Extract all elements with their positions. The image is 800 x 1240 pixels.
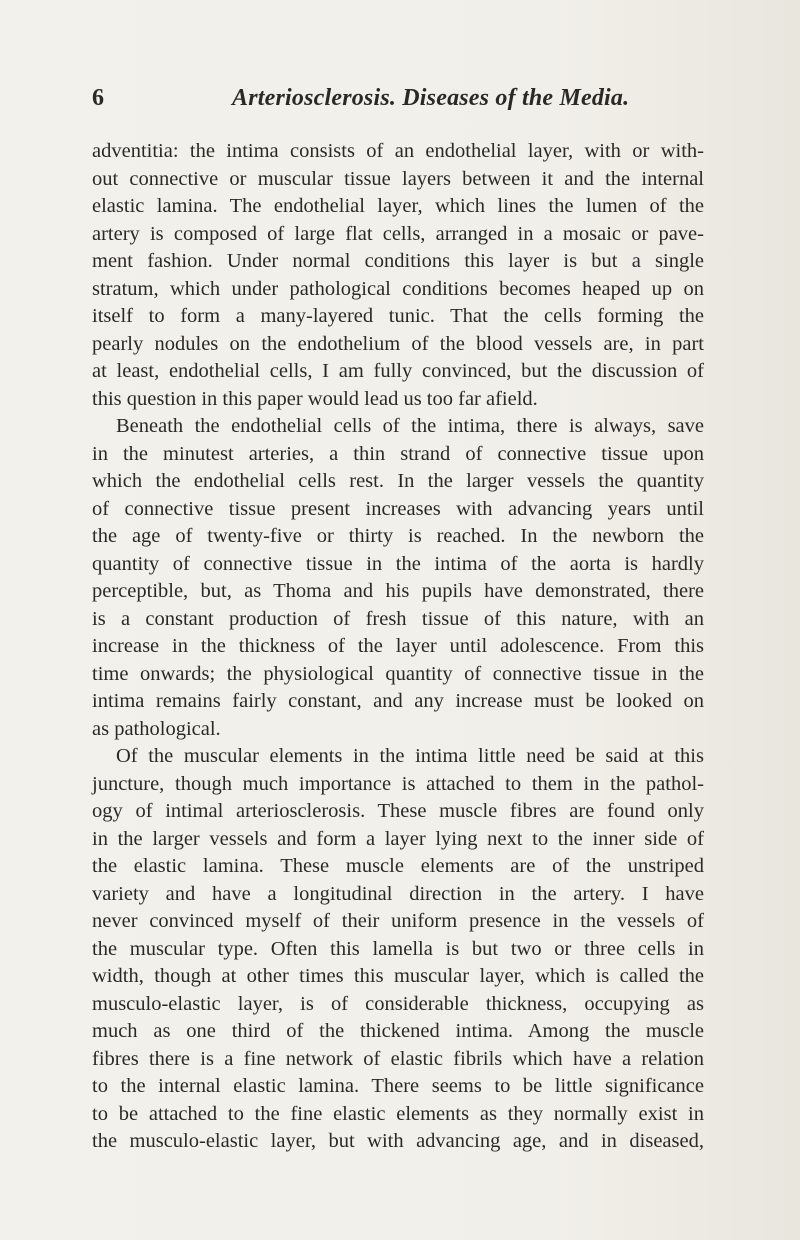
text-line: Beneath the endothelial cells of the intima, there is always, save	[116, 415, 704, 437]
text-line: ment fashion. Under normal conditions this layer is but a single	[92, 250, 704, 272]
text-line: as pathological.	[92, 717, 221, 740]
text-line: the musculo-elastic layer, but with advancing age, and in diseased,	[92, 1130, 704, 1152]
text-line: artery is composed of large flat cells, arranged in a mosaic or pave-	[92, 222, 704, 245]
text-line: elastic lamina. The endothelial layer, which lines the lumen of the	[92, 195, 704, 217]
text-line: itself to form a many-layered tunic. That the cells forming the	[92, 305, 704, 327]
text-line: quantity of connective tissue in the intima of the aorta is hardly	[92, 552, 704, 575]
text-line: never convinced myself of their uniform presence in the vessels of	[92, 910, 704, 932]
text-line: this question in this paper would lead us too far afield.	[92, 387, 538, 410]
body-text	[92, 138, 704, 1156]
text-line: to be attached to the fine elastic elements as they normally exist in	[92, 1102, 704, 1125]
text-line: to the internal elastic lamina. There seems to be little significance	[92, 1075, 704, 1097]
running-title: Arteriosclerosis. Diseases of the Media.	[232, 85, 630, 111]
text-line: stratum, which under pathological conditions becomes heaped up on	[92, 277, 704, 300]
text-line: fibres there is a fine network of elastic fibrils which have a relation	[92, 1047, 704, 1070]
text-line: intima remains fairly constant, and any increase must be looked on	[92, 690, 704, 712]
text-line: Of the muscular elements in the intima little need be said at this	[116, 745, 704, 767]
text-line: much as one third of the thickened intima. Among the muscle	[92, 1020, 704, 1042]
text-line: ogy of intimal arteriosclerosis. These muscle fibres are found only	[92, 800, 704, 822]
text-line: in the minutest arteries, a thin strand of connective tissue upon	[92, 442, 704, 465]
text-line: increase in the thickness of the layer until adolescence. From this	[92, 635, 704, 657]
text-line: adventitia: the intima consists of an endothelial layer, with or with-	[92, 140, 704, 162]
text-line: which the endothelial cells rest. In the larger vessels the quantity	[92, 470, 704, 492]
text-line: variety and have a longitudinal direction in the artery. I have	[92, 882, 704, 905]
text-line: time onwards; the physiological quantity of connective tissue in the	[92, 662, 704, 685]
text-line: is a constant production of fresh tissue of this nature, with an	[92, 607, 704, 630]
page-number: 6	[92, 85, 104, 111]
text-line: perceptible, but, as Thoma and his pupils have demonstrated, there	[92, 580, 704, 602]
text-line: juncture, though much importance is attached to them in the pathol-	[92, 772, 704, 795]
text-line: pearly nodules on the endothelium of the blood vessels are, in part	[92, 332, 704, 355]
text-line: the age of twenty-five or thirty is reached. In the newborn the	[92, 525, 704, 547]
text-line: of connective tissue present increases with advancing years until	[92, 497, 704, 520]
text-line: out connective or muscular tissue layers between it and the internal	[92, 167, 704, 190]
text-line: the elastic lamina. These muscle elements are of the unstriped	[92, 855, 704, 877]
running-head	[92, 80, 700, 116]
text-line: the muscular type. Often this lamella is but two or three cells in	[92, 937, 704, 960]
text-line: in the larger vessels and form a layer lying next to the inner side of	[92, 827, 704, 850]
text-line: musculo-elastic layer, is of considerable thickness, occupying as	[92, 992, 704, 1015]
text-line: width, though at other times this muscular layer, which is called the	[92, 965, 704, 987]
text-line: at least, endothelial cells, I am fully convinced, but the discussion of	[92, 360, 704, 382]
